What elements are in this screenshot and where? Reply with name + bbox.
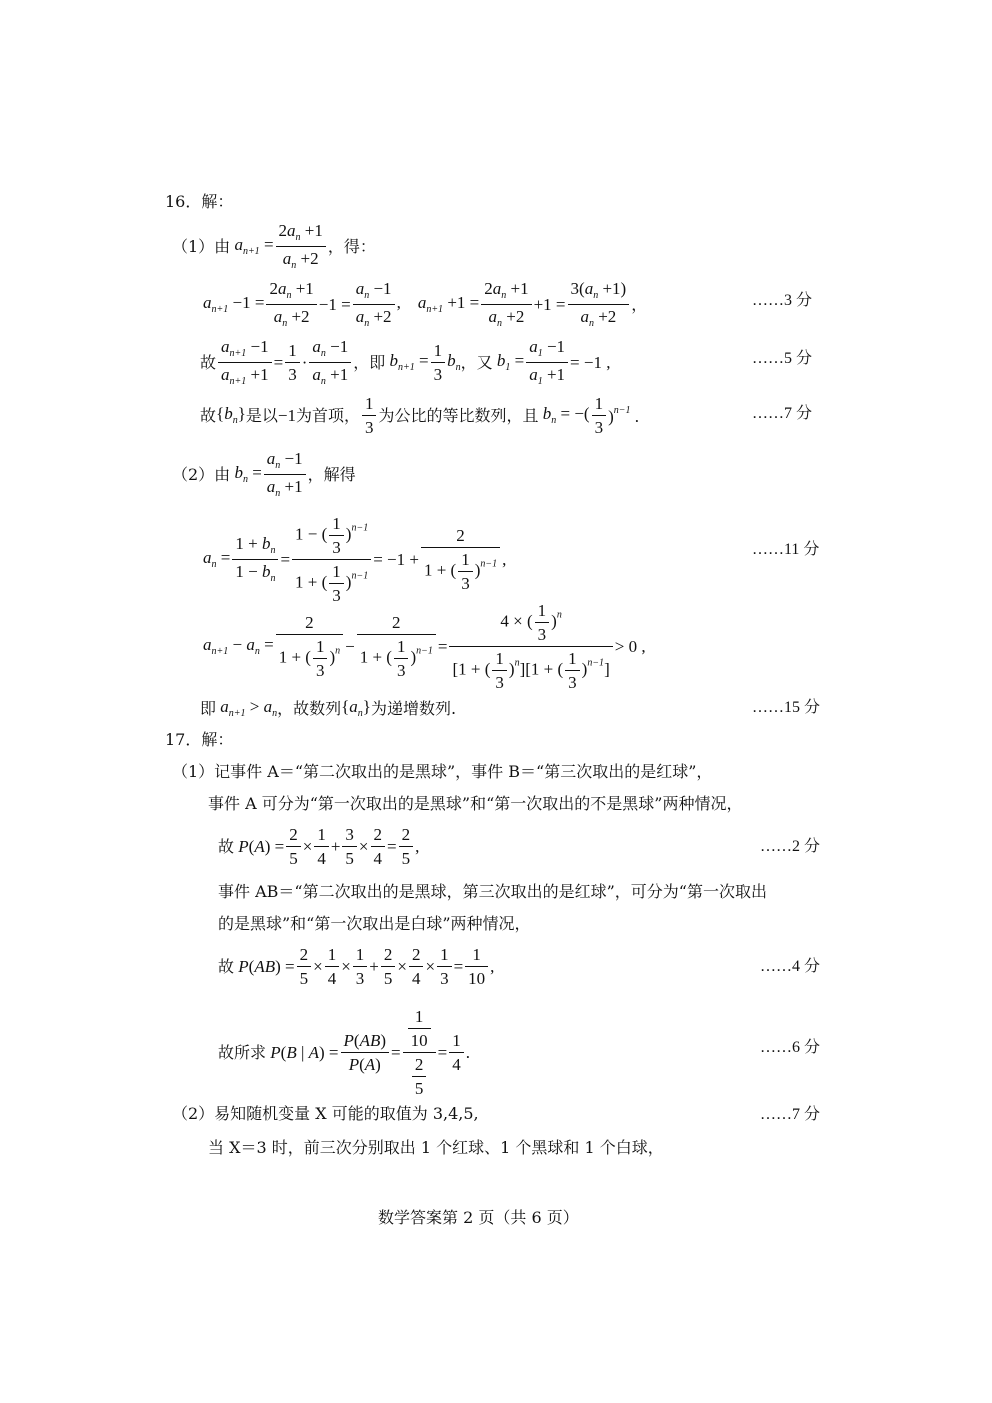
p16-equation-1: $a_{n+1} -1$ = $\frac{2a_n +1}{a_n +2}$ −1 = $\frac{a_n -1}{a_n +2}$ , $a_{n+1} +1$ = $\frac{2a_n +1}{a_n +2}$ +1 = $\frac{3(a_n +1)}{a_n +2}$ ， — [203, 279, 648, 329]
p17-conditional: 故所求 P(B | A) = $\frac{P(AB)}{P(A)}$ = $\frac{\frac{1}{10}}{\frac{2}{5}}$ = $\frac{1}{4}$ . — [218, 1007, 470, 1098]
score-4: ……4 分 — [760, 958, 821, 975]
score-5: ……5 分 — [752, 350, 813, 367]
p17-line-3: 事件 AB＝“第二次取出的是黑球，第三次取出的是红球”，可分为“第一次取出 — [218, 882, 767, 901]
score-11: ……11 分 — [752, 541, 820, 558]
score-3: ……3 分 — [752, 292, 813, 309]
p16-equation-2: 故 $\frac{a_{n+1} -1}{a_{n+1} +1}$ = $\frac{1}{3}$ · $a_n -1$ $a_n +1$ ，即 $b_{n+1}$ = $\frac{1}{3}$ $b_n$ ，又 $b_1$ = $\frac{a_1 -1}{a_1 +1}$ = −1 , — [200, 337, 611, 387]
p17-line-5: （2）易知随机变量 X 可能的取值为 3,4,5, — [172, 1104, 479, 1123]
p17-prob-ab: 故 P(AB) = $\frac{2}{5}$ × $\frac{1}{4}$ × $\frac{1}{3}$ + $\frac{2}{5}$ × $\frac{2}{4}$ × $\frac{1}{3}$ = $\frac{1}{10}$ , — [218, 945, 495, 988]
p16-conclusion: 即 $a_{n+1} > a_n$ ，故数列 $\{a_n\}$ 为递增数列. — [200, 697, 457, 719]
p16-difference: $a_{n+1} - a_n$ = 2 1 + ( $\frac{1}{3}$ )$^n$ − 2 1 + ( $\frac{1}{3}$ )$^{n-1}$ = 4 × ( $\frac{1}{3}$ )$^n$ [1 + ( $\frac{1}{3}$ )$^n$][1 + ( $\frac{1}{3}$ )$^{n-1}$] > 0 , — [203, 601, 646, 692]
problem-17-header: 17．解： — [165, 730, 234, 749]
page-footer: 数学答案第 2 页（共 6 页） — [378, 1208, 579, 1227]
p16-geometric-statement: 故 $\{b_n\}$ 是以 −1 为首项， 1 3 为公比的等比数列，且 $b_n$ = −( 1 3 )$^{n-1}$ . — [200, 394, 640, 437]
p16-an-formula: $a_n$ = $\frac{1 + b_n}{1 - b_n}$ = 1 − ( $\frac{1}{3}$ )$^{n-1}$ 1 + ( $\frac{1}{3}$ )$^{n-1}$ = −1 + 2 1 + ( $\frac{1}{3}$ )$^{n-1}$ , — [203, 514, 507, 605]
score-6: ……6 分 — [760, 1039, 821, 1056]
p16-part2-given: （2）由 $b_n$ = $\frac{a_n -1}{a_n +1}$ ，解得 — [172, 449, 356, 499]
score-15: ……15 分 — [752, 699, 821, 716]
score-7b: ……7 分 — [760, 1106, 821, 1123]
p17-prob-a: 故 P(A) = $\frac{2}{5}$ × $\frac{1}{4}$ + $\frac{3}{5}$ × $\frac{2}{4}$ = $\frac{2}{5}$ , — [218, 825, 420, 868]
score-7: ……7 分 — [752, 405, 813, 422]
p17-line-6: 当 X＝3 时，前三次分别取出 1 个红球、1 个黑球和 1 个白球， — [208, 1138, 664, 1157]
score-2: ……2 分 — [760, 838, 821, 855]
p17-line-2: 事件 A 可分为“第一次取出的是黑球”和“第一次取出的不是黑球”两种情况， — [208, 794, 743, 813]
p17-line-4: 的是黑球”和“第一次取出是白球”两种情况， — [218, 914, 531, 933]
p16-part1-given: （1）由 $a_{n+1}$ = $\frac{2a_n +1}{a_n +2}$ ，得： — [172, 221, 376, 271]
p17-line-1: （1）记事件 A＝“第二次取出的是黑球”，事件 B＝“第三次取出的是红球”， — [172, 762, 713, 781]
problem-16-header: 16．解： — [165, 192, 234, 211]
